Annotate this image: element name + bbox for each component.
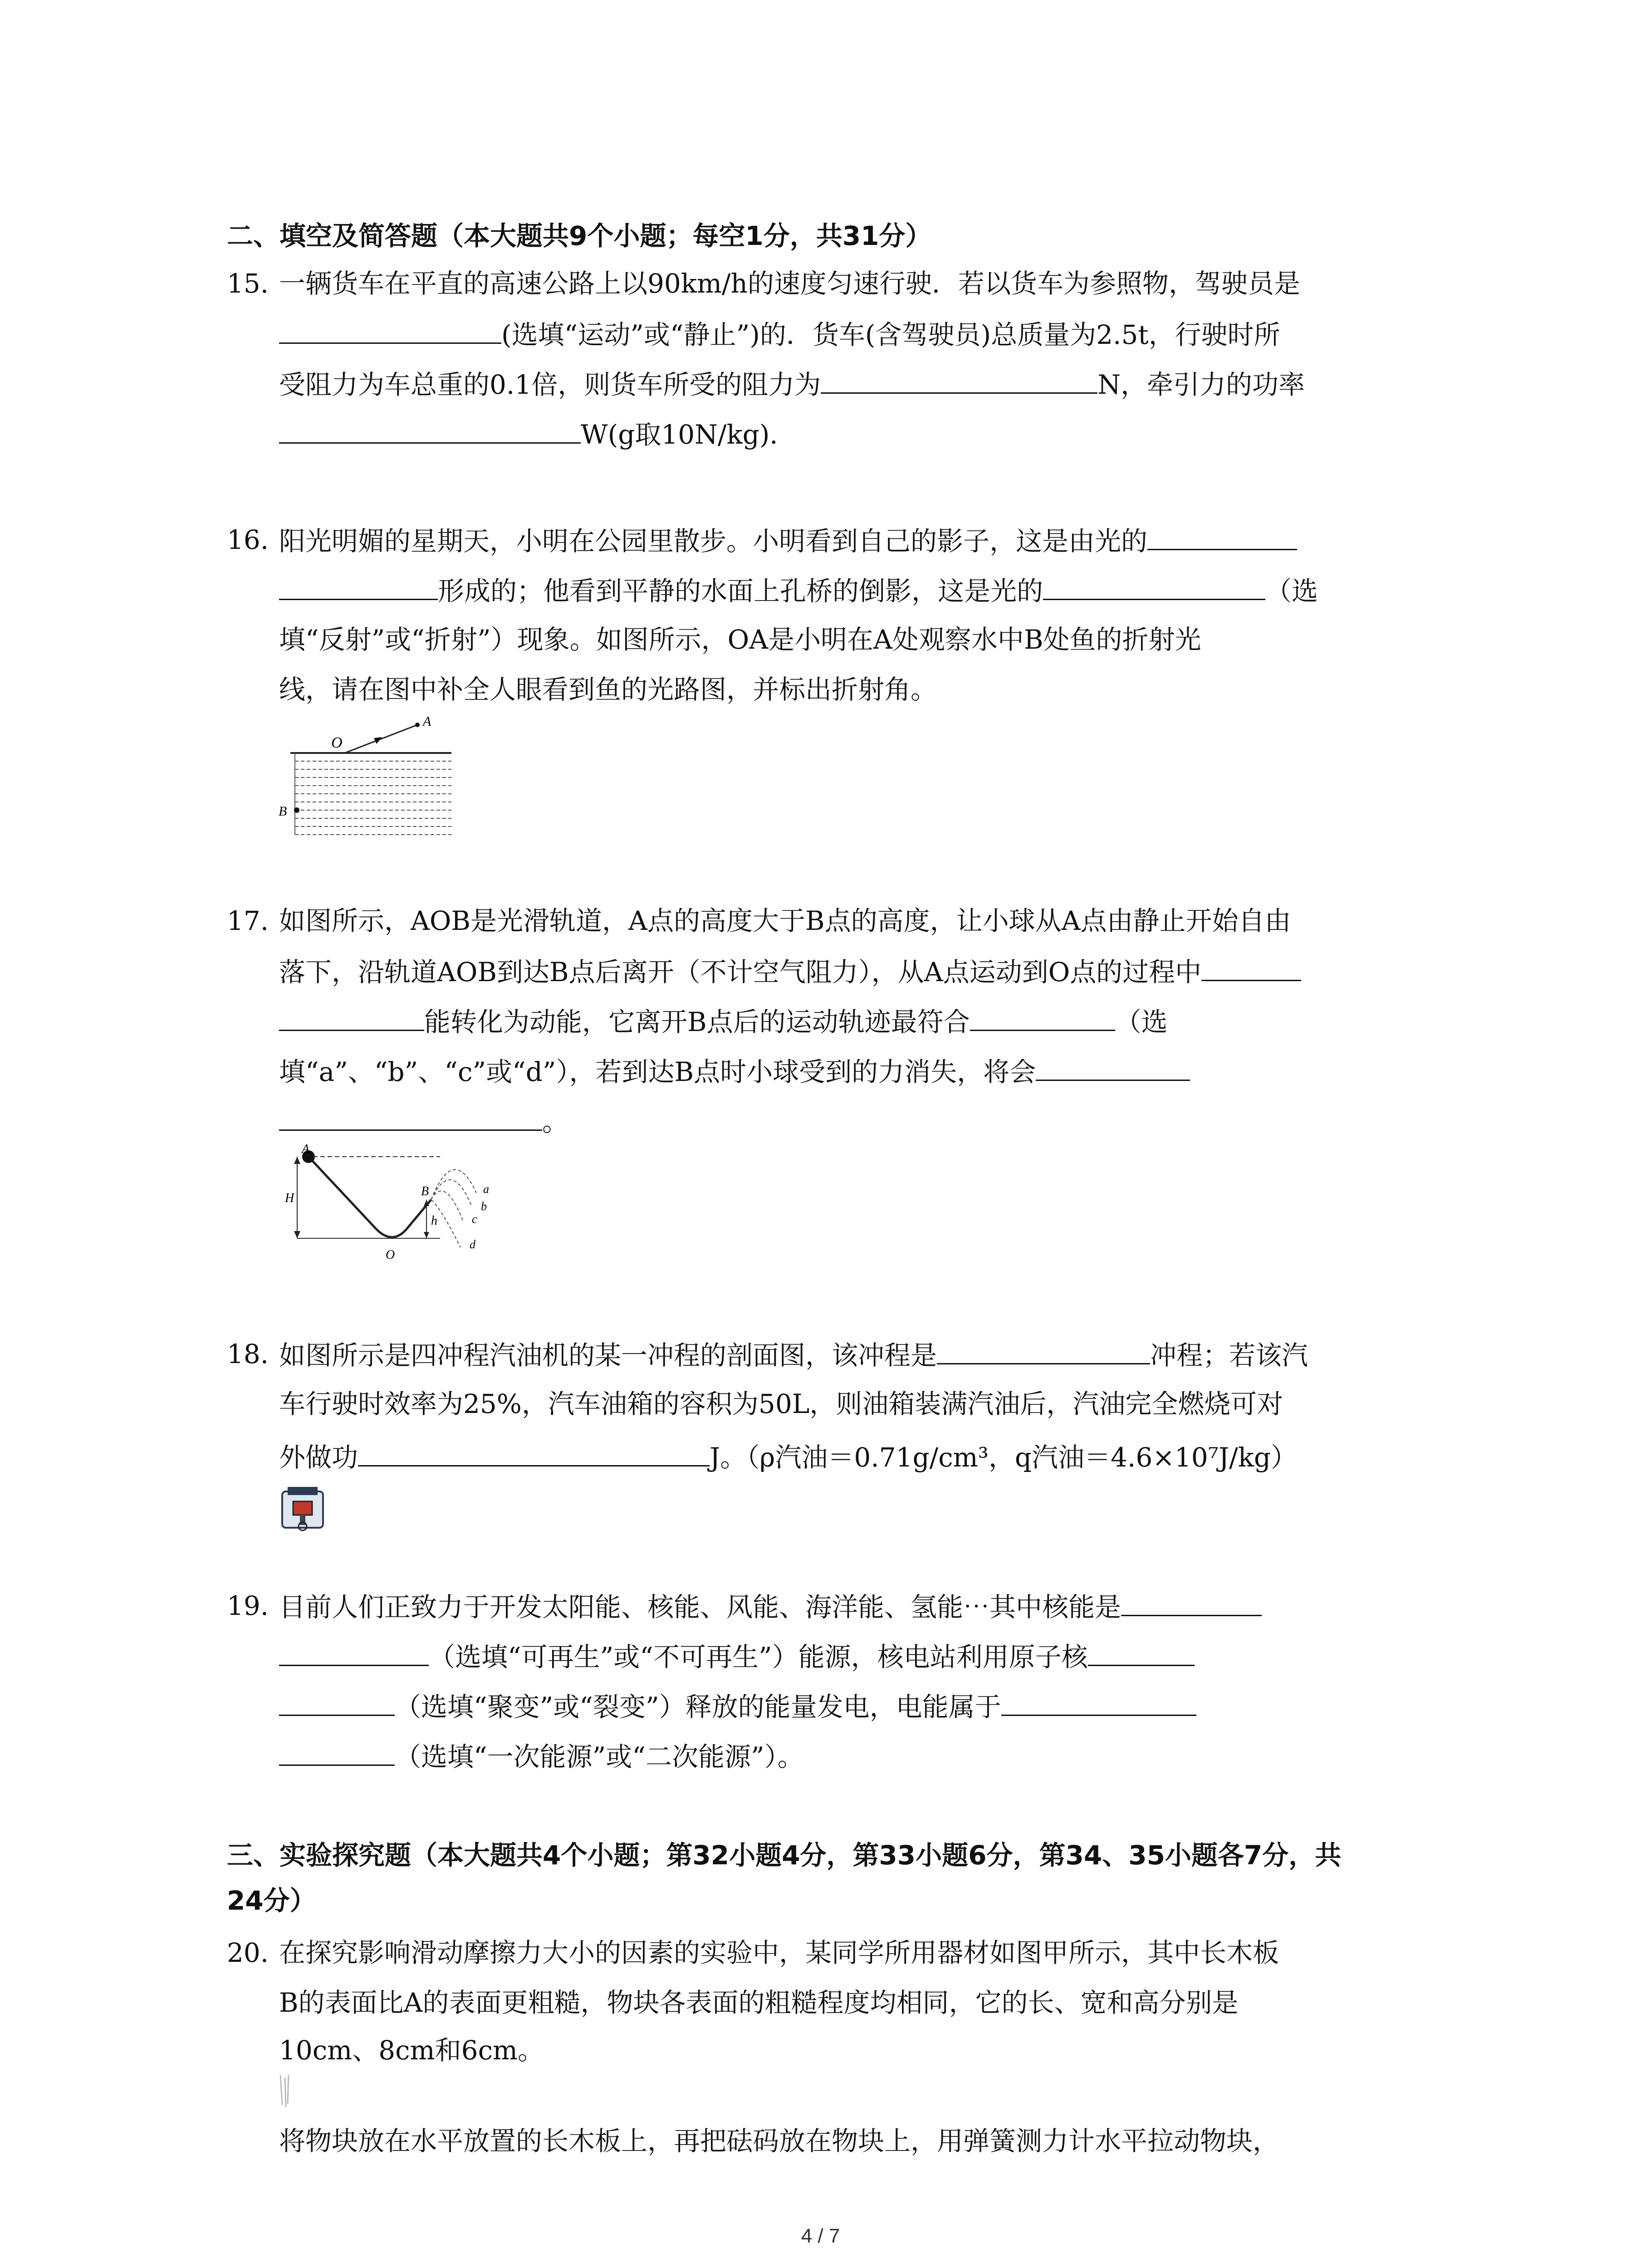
label-traj-c: c xyxy=(472,1212,477,1226)
question-text: （选 xyxy=(1265,576,1318,606)
arrow-head xyxy=(424,1232,429,1238)
water-surface xyxy=(290,753,451,835)
answer-blank[interactable] xyxy=(279,411,581,444)
question-text: 受阻力为车总重的0.1倍，则货车所受的阻力为 xyxy=(279,369,821,400)
question-text-line xyxy=(279,517,1297,564)
answer-blank[interactable] xyxy=(970,998,1115,1031)
question-text: B的表面比A的表面更粗糙，物块各表面的粗糙程度均相同，它的长、宽和高分别是 xyxy=(279,1987,1239,2018)
answer-blank[interactable] xyxy=(1121,1583,1262,1616)
question-text-line xyxy=(279,411,796,457)
question-text: 将物块放在水平放置的长木板上，再把砝码放在物块上，用弹簧测力计水平拉动物块， xyxy=(279,2126,1279,2156)
question-text: （选填“可再生”或“不可再生”）能源，核电站利用原子核 xyxy=(429,1642,1088,1672)
question-text: （选填“聚变”或“裂变”）释放的能量发电，电能属于 xyxy=(395,1691,1001,1722)
answer-blank[interactable] xyxy=(937,1331,1150,1364)
question-text: (选填“运动”或“静止”)的．货车(含驾驶员)总质量为2.5t，行驶时所 xyxy=(501,319,1280,350)
label-o: O xyxy=(386,1248,395,1262)
question-number: 16. xyxy=(227,524,269,555)
question-text: 车行驶时效率为25%，汽车油箱的容积为50L，则油箱装满汽油后，汽油完全燃烧可对 xyxy=(279,1388,1283,1419)
question-number: 18. xyxy=(227,1339,269,1369)
label-b: B xyxy=(421,1184,429,1198)
question-text: 如图所示是四冲程汽油机的某一冲程的剖面图，该冲程是 xyxy=(279,1340,937,1371)
question-text: 形成的；他看到平静的水面上孔桥的倒影，这是光的 xyxy=(438,576,1043,606)
question-text: 线，请在图中补全人眼看到鱼的光路图，并标出折射角。 xyxy=(279,674,937,705)
answer-blank[interactable] xyxy=(1201,948,1301,981)
label-a: A xyxy=(302,1143,310,1156)
question-text-line xyxy=(279,1583,1262,1630)
answer-blank[interactable] xyxy=(279,1733,395,1766)
label-traj-a: a xyxy=(483,1183,489,1196)
answer-blank[interactable] xyxy=(279,567,438,600)
question-number: 15. xyxy=(227,268,269,299)
question-text: 冲程；若该汽 xyxy=(1150,1340,1308,1371)
question-text-line xyxy=(279,1048,1190,1095)
question-text-line xyxy=(279,1683,1196,1730)
question-text-line xyxy=(279,1733,804,1779)
answer-blank[interactable] xyxy=(1001,1683,1196,1716)
question-number: 20. xyxy=(227,1937,269,1968)
question-text-line xyxy=(279,1633,1195,1680)
point-a xyxy=(415,723,420,727)
question-text-line xyxy=(279,1433,1297,1480)
question-text: W(g取10N/kg)． xyxy=(581,419,796,450)
track-aob xyxy=(309,1157,431,1237)
label-h-big: H xyxy=(285,1191,294,1205)
figure-placeholder xyxy=(277,2073,295,2109)
answer-blank[interactable] xyxy=(1088,1633,1195,1666)
ray-arrow xyxy=(374,737,382,744)
question-text-line xyxy=(279,1098,568,1144)
question-text: 阳光明媚的星期天，小明在公园里散步。小明看到自己的影子，这是由光的 xyxy=(279,526,1148,557)
question-text: 填“a”、“b”、“c”或“d”），若到达B点时小球受到的力消失，将会 xyxy=(279,1056,1036,1087)
question-text: 10cm、8cm和6cm。 xyxy=(279,2035,544,2066)
label-b: B xyxy=(279,804,287,819)
label-h-small: h xyxy=(431,1214,437,1228)
question-text: 落下，沿轨道AOB到达B点后离开（不计空气阻力），从A点运动到O点的过程中 xyxy=(279,957,1202,987)
point-b xyxy=(294,807,299,813)
answer-blank[interactable] xyxy=(279,1633,429,1666)
refracted-ray xyxy=(345,725,417,753)
label-traj-b: b xyxy=(481,1200,487,1213)
answer-blank[interactable] xyxy=(279,1683,395,1716)
label-a: A xyxy=(423,714,431,729)
question-text: 在探究影响滑动摩擦力大小的因素的实验中，某同学所用器材如图甲所示，其中长木板 xyxy=(279,1937,1279,1968)
answer-blank[interactable] xyxy=(279,998,424,1031)
arrow-head xyxy=(294,1157,300,1164)
question-text: 一辆货车在平直的高速公路上以90km/h的速度匀速行驶．若以货车为参照物，驾驶员是 xyxy=(279,268,1300,299)
question-text-line xyxy=(279,567,1318,614)
trajectory-b xyxy=(431,1180,472,1207)
question-text: 如图所示，AOB是光滑轨道，A点的高度大于B点的高度，让小球从A点由静止开始自由 xyxy=(279,905,1291,936)
label-traj-d: d xyxy=(470,1238,475,1251)
question-text: （选填“一次能源”或“二次能源”）。 xyxy=(395,1741,804,1772)
question-text-line xyxy=(279,998,1168,1045)
section-heading: 二、填空及简答题（本大题共9个小题；每空1分，共31分） xyxy=(227,220,932,251)
question-text-line xyxy=(279,948,1301,995)
question-text: N，牵引力的功率 xyxy=(1097,369,1305,400)
arrow-head xyxy=(294,1231,300,1238)
question-text-line xyxy=(279,361,1305,407)
question-text: 填“反射”或“折射”）现象。如图所示，OA是小明在A处观察水中B处鱼的折射光 xyxy=(279,624,1201,655)
answer-blank[interactable] xyxy=(821,361,1097,394)
question-text: （选 xyxy=(1115,1007,1168,1037)
answer-blank[interactable] xyxy=(1147,517,1297,550)
question-number: 17. xyxy=(227,905,269,936)
answer-blank[interactable] xyxy=(1036,1048,1190,1081)
section-heading: 三、实验探究题（本大题共4个小题；第32小题4分，第33小题6分，第34、35小题各7分，共 xyxy=(227,1840,1342,1871)
answer-blank[interactable] xyxy=(279,1098,542,1131)
label-o: O xyxy=(331,734,343,751)
answer-blank[interactable] xyxy=(1043,567,1265,600)
question-text-line xyxy=(279,311,1280,357)
trajectory-a xyxy=(431,1170,476,1200)
question-text: 外做功 xyxy=(279,1442,358,1473)
question-text: J。（ρ汽油＝0.71g/cm³，q汽油＝4.6×10⁷J/kg） xyxy=(710,1442,1297,1473)
section-heading-continued: 24分） xyxy=(227,1885,316,1916)
question-text: 能转化为动能，它离开B点后的运动轨迹最符合 xyxy=(424,1007,970,1037)
question-text-line xyxy=(279,1331,1308,1378)
answer-blank[interactable] xyxy=(279,311,501,344)
answer-blank[interactable] xyxy=(358,1433,710,1466)
question-number: 19. xyxy=(227,1590,269,1621)
refraction-figure xyxy=(277,712,458,844)
page-number: 4 / 7 xyxy=(801,2225,840,2247)
trajectories xyxy=(431,1170,476,1247)
engine-figure xyxy=(278,1483,328,1533)
question-text: 。 xyxy=(542,1106,569,1137)
question-text: 目前人们正致力于开发太阳能、核能、风能、海洋能、氢能⋯其中核能是 xyxy=(279,1592,1122,1623)
track-figure xyxy=(277,1143,549,1270)
